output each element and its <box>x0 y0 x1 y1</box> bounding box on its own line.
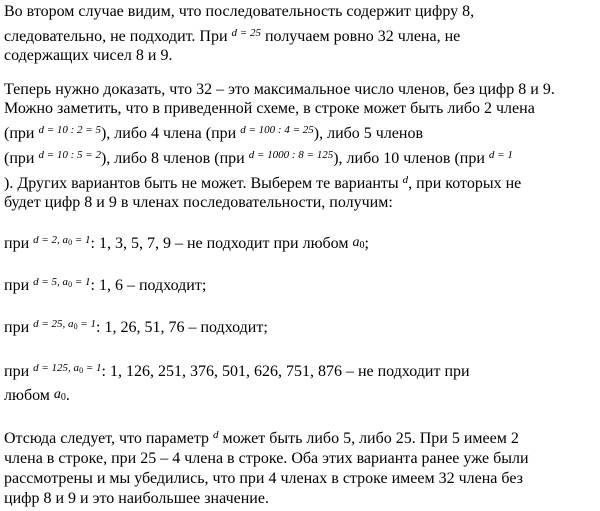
text: будет цифр 8 и 9 в членах последовательности, получим: <box>4 194 393 211</box>
text: получаем ровно 32 члена, не <box>264 28 461 45</box>
text: рассмотрены и мы убедились, что при 4 членах в строке имеем 32 члена без <box>4 470 523 487</box>
formula-a0 <box>54 389 66 403</box>
formula-subscript: 0 <box>68 238 73 247</box>
formula-subscript: 0 <box>79 366 84 375</box>
formula-d-2-a0-1 <box>33 235 90 248</box>
formula-d-1000-8: d = 1000 : 8 = 125 <box>248 149 334 161</box>
text: следовательно, не подходит. При <box>4 28 228 45</box>
formula-subscript: 0 <box>73 322 78 331</box>
formula-d-125-a0-1 <box>33 363 101 376</box>
paragraph-2-line-4 <box>4 149 513 168</box>
formula-part: = 1 <box>72 276 91 288</box>
paragraph-2-line-5 <box>4 174 521 193</box>
text: Во втором случае видим, что последовательность содержит цифру 8, <box>4 3 475 20</box>
text: при <box>4 235 30 252</box>
paragraph-2-line-6 <box>4 193 393 212</box>
paragraph-3-line-3 <box>4 469 523 488</box>
paragraph-3-line-4 <box>4 489 269 508</box>
text: (при <box>4 150 35 167</box>
paragraph-3-line-2 <box>4 449 529 468</box>
text: может быть либо 5, либо 25. При 5 имеем 2 <box>222 430 519 447</box>
formula-a0 <box>353 237 365 251</box>
formula-d-5-a0-1 <box>33 277 90 290</box>
text: при <box>4 277 30 294</box>
formula-part: a <box>53 387 61 402</box>
text: члена в строке, при 25 – 4 члена в строке. Оба этих варианта ранее уже были <box>4 450 529 467</box>
text: : 1, 126, 251, 376, 501, 626, 751, 876 – не подходит при <box>101 363 470 380</box>
paragraph-3-line-1 <box>4 429 519 448</box>
formula-d-10-2: d = 10 : 2 = 5 <box>38 124 101 136</box>
text: Теперь нужно доказать, что 32 – это максимальное число членов, без цифр 8 и 9. <box>4 81 555 98</box>
text: ), либо 8 членов (при <box>100 150 245 167</box>
paragraph-2-line-1 <box>4 80 555 99</box>
text: : 1, 6 – подходит; <box>90 277 207 294</box>
text: ; <box>364 235 369 252</box>
text: . <box>65 387 70 404</box>
text: при <box>4 363 30 380</box>
formula-d-25-a0-1 <box>33 319 96 332</box>
paragraph-2-line-3 <box>4 124 423 143</box>
text: ), либо 5 членов <box>313 125 424 142</box>
text: ), либо 10 членов (при <box>333 150 485 167</box>
formula-part: d = 25, a <box>33 318 74 330</box>
text: содержащих чисел 8 и 9. <box>4 47 173 64</box>
formula-d-100-4: d = 100 : 4 = 25 <box>240 124 314 136</box>
text: : 1, 3, 5, 7, 9 – не подходит при любом <box>90 235 349 252</box>
text: : 1, 26, 51, 76 – подходит; <box>96 319 268 336</box>
text: (при <box>4 125 35 142</box>
case-d-25 <box>4 318 268 337</box>
text: Можно заметить, что в приведенной схеме, в строке может быть либо 2 члена <box>4 100 535 117</box>
text: ). Других вариантов быть не может. Выберем те варианты <box>4 175 399 192</box>
formula-part: a <box>352 235 360 250</box>
text: при <box>4 319 30 336</box>
case-d-5 <box>4 276 206 295</box>
formula-part: d = 5, a <box>33 276 69 288</box>
formula-part: = 1 <box>83 362 102 374</box>
formula-d-10-5: d = 10 : 5 = 2 <box>38 149 101 161</box>
formula-subscript: 0 <box>60 392 66 403</box>
paragraph-1-line-3 <box>4 46 172 65</box>
paragraph-2-line-2 <box>4 99 535 118</box>
paragraph-1-line-1 <box>4 2 474 21</box>
case-d-125-line-2 <box>4 386 70 405</box>
text: ), либо 4 члена (при <box>100 125 237 142</box>
formula-d: d <box>402 174 409 186</box>
formula-part: d = 2, a <box>33 234 69 246</box>
formula-d-25: d = 25 <box>231 27 261 39</box>
formula-part: d = 125, a <box>33 362 80 374</box>
formula-part: = 1 <box>72 234 91 246</box>
formula-d-1: d = 1 <box>488 149 513 161</box>
paragraph-1-line-2 <box>4 27 460 46</box>
formula-d: d <box>213 429 219 441</box>
formula-subscript: 0 <box>359 240 365 251</box>
formula-part: = 1 <box>77 318 96 330</box>
text: любом <box>4 387 50 404</box>
text: Отсюда следует, что параметр <box>4 430 210 447</box>
formula-subscript: 0 <box>68 280 73 289</box>
case-d-2 <box>4 234 369 253</box>
case-d-125-line-1 <box>4 362 470 381</box>
text: цифр 8 и 9 и это наибольшее значение. <box>4 490 269 507</box>
text: , при которых не <box>408 175 522 192</box>
